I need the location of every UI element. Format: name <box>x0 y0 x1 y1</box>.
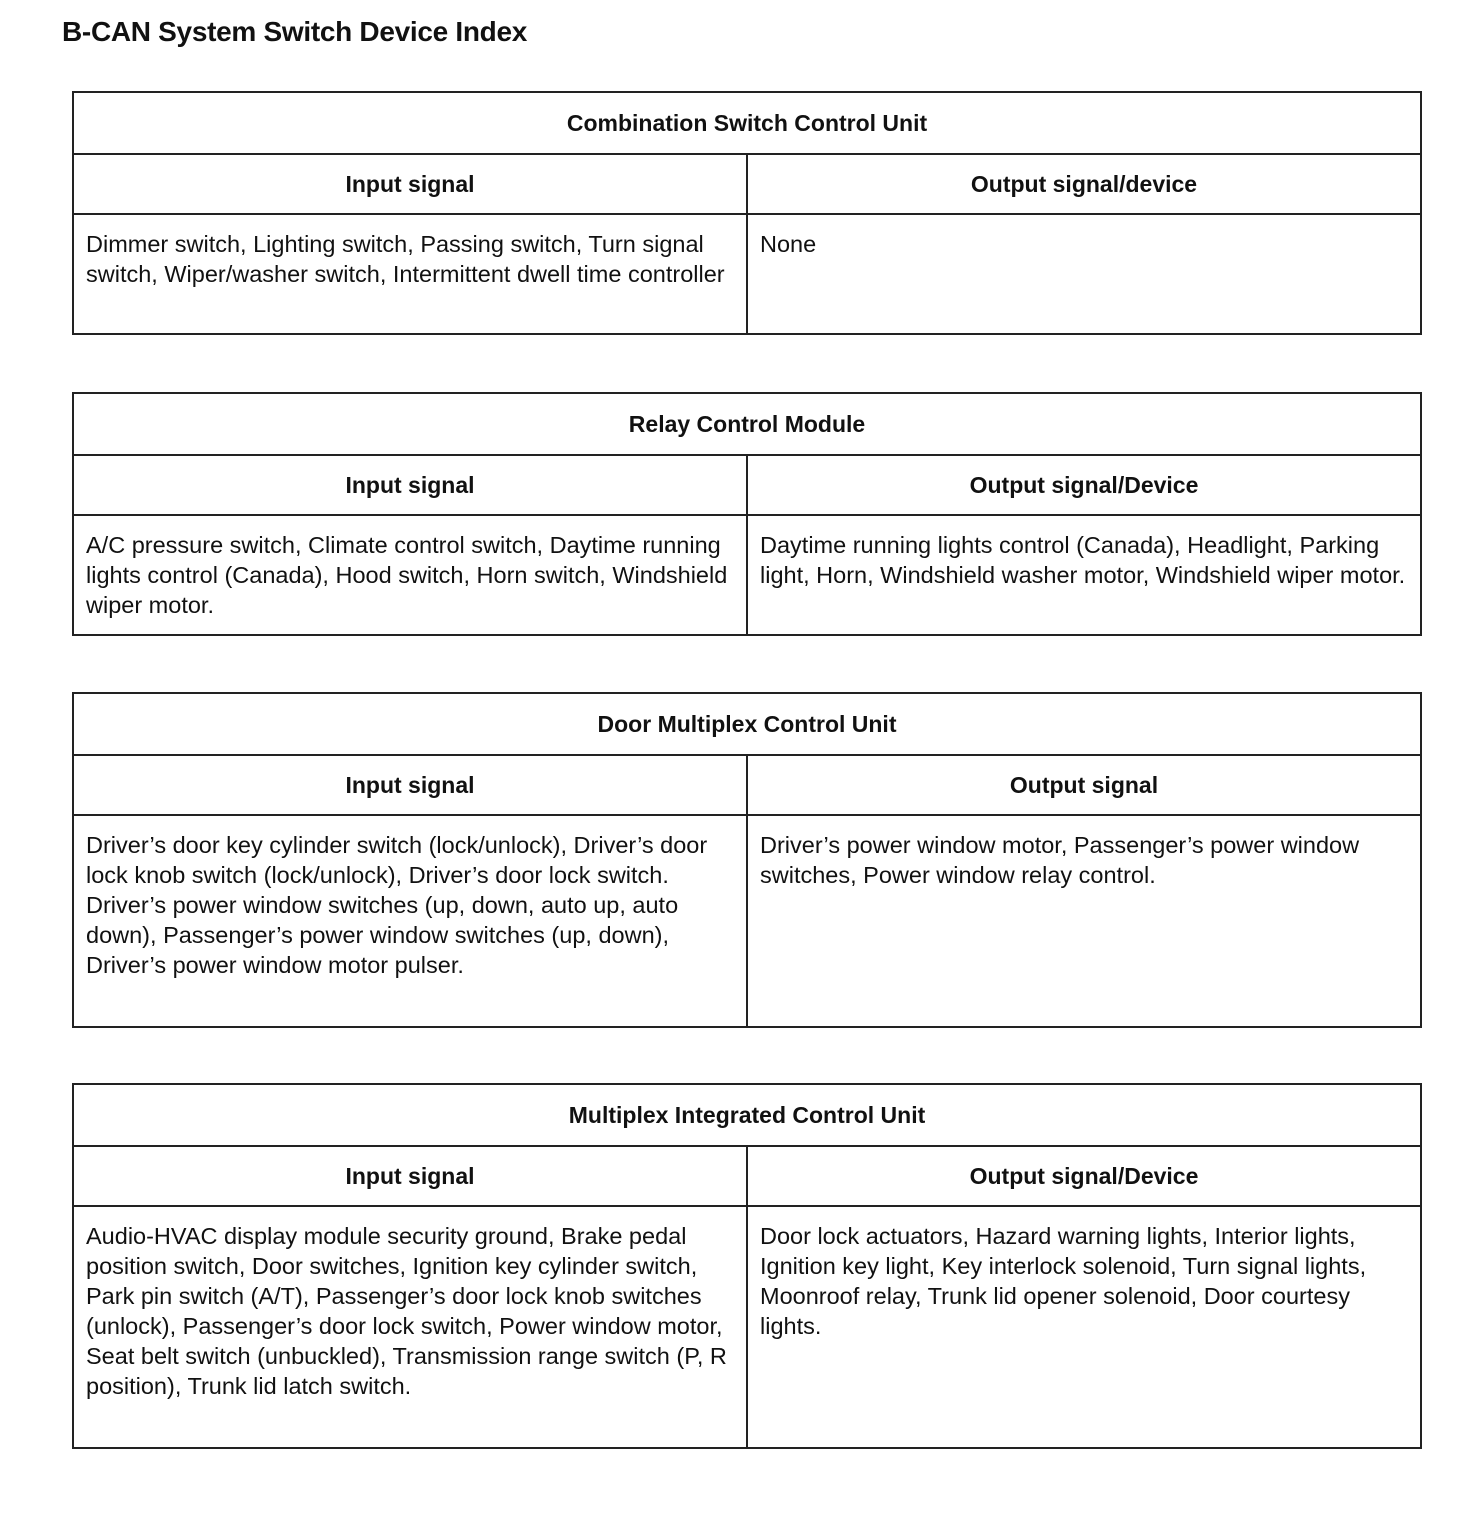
input-signal-cell: Audio-HVAC display module security ground, Brake pedal position switch, Door switches, Ignition key cylinder switch, Park pin switch (A/T), Passenger’s door lock knob switches (unlock), Passenger’s door lock switch, Power window motor, Seat belt switch (unbuckled), Transmission range switch (P, R position), Trunk lid latch switch. <box>74 1207 748 1447</box>
input-signal-cell: Driver’s door key cylinder switch (lock/unlock), Driver’s door lock knob switch (lock/unlock), Driver’s door lock switch. Driver’s power window switches (up, down, auto up, auto down), Passenger’s power window switches (up, down), Driver’s power window motor pulser. <box>74 816 748 1026</box>
input-signal-header: Input signal <box>74 155 748 213</box>
output-signal-cell: Driver’s power window motor, Passenger’s power window switches, Power window relay control. <box>760 832 1360 888</box>
output-signal-header: Output signal <box>1009 771 1159 798</box>
input-signal-header: Input signal <box>74 1147 748 1205</box>
table-relay-control-module <box>72 392 1422 636</box>
input-signal-header: Input signal <box>74 756 748 814</box>
header-row <box>74 1147 1420 1207</box>
unit-title: Door Multiplex Control Unit <box>74 694 1420 756</box>
header-row <box>74 155 1420 215</box>
table-combination-switch-control-unit <box>72 91 1422 335</box>
table-door-multiplex-control-unit <box>72 692 1422 1028</box>
output-signal-header: Output signal/Device <box>969 1162 1199 1189</box>
table-row <box>74 1207 1420 1447</box>
unit-title: Combination Switch Control Unit <box>74 93 1420 155</box>
input-signal-cell: A/C pressure switch, Climate control switch, Daytime running lights control (Canada), Hood switch, Horn switch, Windshield wiper motor. <box>74 516 748 634</box>
output-signal-header: Output signal/Device <box>969 471 1199 498</box>
page-title: B-CAN System Switch Device Index <box>62 16 527 47</box>
input-signal-cell: Dimmer switch, Lighting switch, Passing switch, Turn signal switch, Wiper/washer switch, Intermittent dwell time controller <box>74 215 748 333</box>
header-row <box>74 756 1420 816</box>
header-row <box>74 456 1420 516</box>
unit-title: Multiplex Integrated Control Unit <box>74 1085 1420 1147</box>
output-signal-cell: Door lock actuators, Hazard warning lights, Interior lights, Ignition key light, Key interlock solenoid, Turn signal lights, Moonroof relay, Trunk lid opener solenoid, Door courtesy lights. <box>760 1223 1367 1339</box>
output-signal-cell: Daytime running lights control (Canada), Headlight, Parking light, Horn, Windshield washer motor, Windshield wiper motor. <box>760 532 1406 588</box>
output-signal-cell: None <box>760 231 817 257</box>
unit-title: Relay Control Module <box>74 394 1420 456</box>
input-signal-header: Input signal <box>74 456 748 514</box>
table-row <box>74 215 1420 333</box>
table-row <box>74 516 1420 634</box>
output-signal-header: Output signal/device <box>970 170 1198 197</box>
table-row <box>74 816 1420 1026</box>
table-multiplex-integrated-control-unit <box>72 1083 1422 1449</box>
